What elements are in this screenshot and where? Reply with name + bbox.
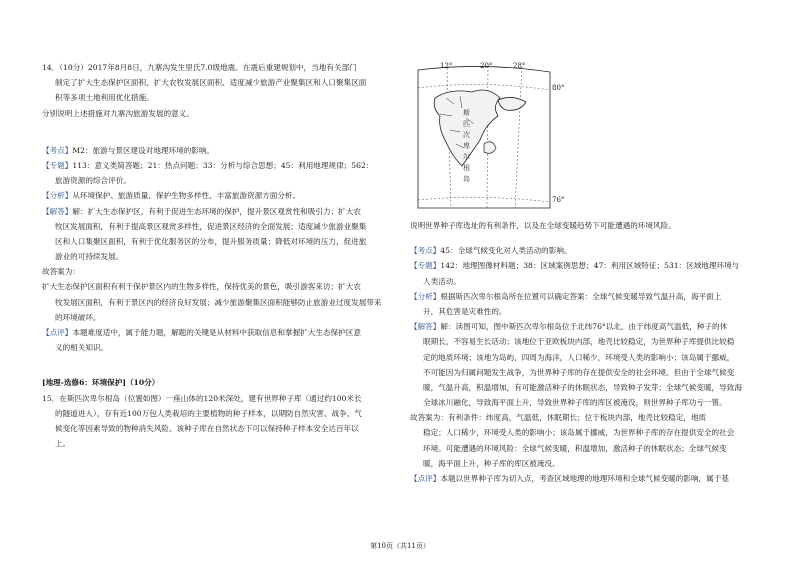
zhuanti-tag: 【专题】 xyxy=(410,261,441,271)
island-label-char: 根 xyxy=(463,164,470,172)
dianping-text: 本题难度适中，属于能力题，解题的关键是从材料中获取信息和掌握扩大生态保护区意 xyxy=(72,328,361,337)
left-column xyxy=(42,60,388,451)
kaodian-tag: 【考点】 xyxy=(410,246,441,256)
island-label xyxy=(463,108,473,185)
section-heading: [地理-选修6：环境保护]（10分） xyxy=(42,378,160,388)
dianping-cont: 义的相关知识。 xyxy=(55,343,109,353)
jieda-cont: 眠期长，不容易生长话动；该地位于亚欧板块内部，地壳比较稳定，为世界种子库提供比较稳 xyxy=(423,337,735,347)
island-label-char: 匹 xyxy=(463,120,470,128)
island-label-char: 卑 xyxy=(463,142,470,150)
dianping xyxy=(42,325,388,340)
jieda-cont: 全球冰川融化，导致海平面上升，导致世界种子库的库区被淹没，则世界种子库功亏一篑。 xyxy=(423,398,727,408)
answer-line: 环境。可能遭遇的环境风险：全球气候变暖，积温增加，激活种子的休眠状态；全球气候变 xyxy=(423,443,727,453)
lat-label-76: 76° xyxy=(552,196,565,204)
q14-line: 制定了扩大生态保护区面积、扩大农牧发展区面积、适度减少旅游产业聚集区和人口聚集区面 xyxy=(55,78,367,88)
kaodian-text: 45：全球气候变化对人类活动的影响。 xyxy=(440,246,572,256)
edgeoya-shape xyxy=(484,142,496,154)
zhuanti xyxy=(42,158,388,173)
q14-line: 分别说明上述措施对九寨沟旅游发展的意义。 xyxy=(42,108,194,118)
zhuanti-text: 142：地理图像材料题；38：区域案例思想；47：利用区域特征；531：区域地理环境与 xyxy=(440,261,740,271)
dianping-tag: 【点评】 xyxy=(410,474,441,483)
jieda-cont: 定的地质环境；该地为岛屿，四周为海洋，人口稀少，环境受人类的影响小；该岛属于挪威， xyxy=(423,352,735,362)
jieda xyxy=(410,319,758,334)
q15-question: 说明世界种子库选址的有利条件，以及在全球变暖趋势下可能遭遇的环境风险。 xyxy=(410,221,676,230)
fenxi xyxy=(410,289,758,304)
jieda xyxy=(42,204,388,219)
lon-label-12: 12° xyxy=(440,62,453,70)
kaodian-tag: 【考点】 xyxy=(42,145,73,155)
jieda-cont: 区和人口集聚区面积，有利于优化服务区的分布，提升服务质量；降低对环境的压力，促进旅 xyxy=(55,236,367,246)
fenxi-tag: 【分析】 xyxy=(42,191,73,201)
lon-label-20: 20° xyxy=(480,62,493,70)
dianping-text: 本题以世界种子库为切入点，考查区域地理的地理环境和全球气候变暖的影响，属于基 xyxy=(440,474,729,483)
dianping-tag: 【点评】 xyxy=(42,328,73,337)
island-label-char: 尔 xyxy=(463,153,470,161)
right-column xyxy=(410,218,758,486)
kaodian xyxy=(410,243,758,258)
jieda-cont: 暖，气温升高，积温增加，有可能激活种子的休眠状态，导致种子发芽；全球气候变暖，导致海 xyxy=(423,382,742,392)
lat-label-80: 80° xyxy=(552,84,565,92)
kaodian xyxy=(42,143,388,158)
answer-line: 故答案为： xyxy=(42,267,80,277)
zhuanti-cont: 人类活动。 xyxy=(423,276,461,286)
svalbard-map xyxy=(410,58,560,218)
q15-line: 候变化等因素导致的物种消失风险。该种子库在自然状态下可以保持种子样本安全达百年以 xyxy=(55,423,359,433)
jieda-cont: 不可能因为归属问题发生战争，为世界种子库的存在提供安全的社会环境。但由于全球气候变 xyxy=(423,367,735,377)
zhuanti xyxy=(410,258,758,273)
jieda-text: 解：扩大生态保护区，有利于促进生态环境的保护，提升景区观赏性和吸引力；扩大农 xyxy=(72,206,361,216)
jieda-tag: 【解答】 xyxy=(42,206,73,216)
q14-line: 14．（10分）2017年8月8日，九寨沟发生里氏7.0级地震。在震后重建规划中，当地有关部门 xyxy=(42,63,357,72)
island-label-char: 次 xyxy=(463,131,470,139)
q15-line: 上。 xyxy=(55,439,71,449)
zhuanti-tag: 【专题】 xyxy=(42,160,73,170)
q15-line: 15．在斯匹次卑尔根岛（位置如图）一座山体的120米深处，建有世界种子库（通过约100米长 xyxy=(42,393,362,403)
island-label-char: 斯 xyxy=(463,109,470,117)
jieda-cont: 牧区发展面积，有利于提高景区观赏多样性，促进景区经济的全面发展；适度减少旅游业聚集 xyxy=(55,221,367,231)
fenxi-cont: 升，其危害是灾难性的。 xyxy=(423,306,507,316)
fenxi-text: 根据斯匹次卑尔根岛所在位置可以确定答案：全球气候变暖导致气温升高，海平面上 xyxy=(440,291,722,301)
dianping xyxy=(410,471,758,486)
kaodian-text: M2：旅游与景区建设对地理环境的影响。 xyxy=(72,145,215,155)
zhuanti-cont: 旅游资源的综合评价。 xyxy=(55,176,131,186)
fenxi-tag: 【分析】 xyxy=(410,291,441,301)
jieda-tag: 【解答】 xyxy=(410,322,441,332)
zhuanti-text: 113：意义类简答题；21：热点问题；33：分析与综合思想；45：利用地理规律；562： xyxy=(72,160,374,170)
fenxi xyxy=(42,188,388,203)
answer-line: 故答案为：有利条件：纬度高，气温低，休眠期长；位于板块内部，地壳比较稳定，地质 xyxy=(410,413,707,423)
island-label-char: 岛 xyxy=(463,175,470,183)
lon-label-28: 28° xyxy=(513,62,526,70)
answer-line: 稳定；人口稀少，环境受人类的影响小；该岛属于挪威，为世界种子库的存在提供安全的社会 xyxy=(423,428,735,438)
jieda-cont: 游业的可持续发展。 xyxy=(55,252,124,262)
jieda-text: 解：读图可知，图中斯匹次卑尔根岛位于北纬76°以北，由于纬度高气温低，种子的休 xyxy=(440,322,728,332)
answer-line: 扩大生态保护区面积有利于保护景区内的生物多样性，保持优美的景色，吸引游客来访；扩大农 xyxy=(42,282,361,292)
nordaustlandet-shape xyxy=(498,97,526,110)
answer-line: 的环境破坏。 xyxy=(55,312,101,322)
page-number: 第10页（共11页） xyxy=(370,542,430,550)
q14-line: 积等多项土地利用优化措施。 xyxy=(55,93,154,103)
answer-line: 暖，海平面上升，种子库的库区被淹没。 xyxy=(423,458,560,468)
fenxi-text: 从环境保护、旅游质量、保护生物多样性、丰富旅游资源方面分析。 xyxy=(72,191,301,201)
answer-line: 牧发展区面积，有利于景区内的经济良好发展；减少旅游聚集区面积能够防止旅游业过度发展带来 xyxy=(55,297,382,307)
q15-line: 的隧道进入），存有近100万包人类栽培的主要植物的种子样本，以期防自然灾害、战争、气 xyxy=(55,408,362,418)
